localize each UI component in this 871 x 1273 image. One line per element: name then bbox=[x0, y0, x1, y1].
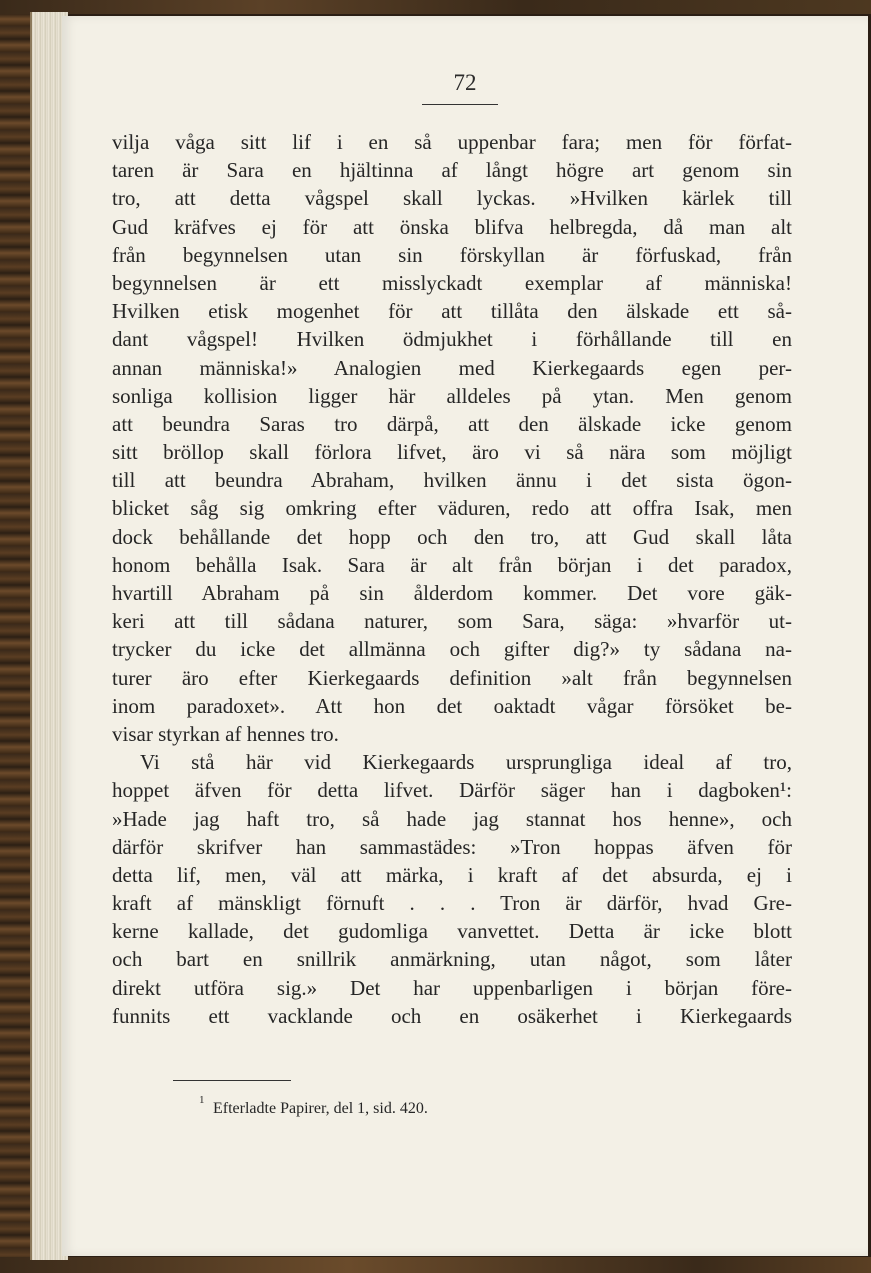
page-number-rule bbox=[422, 104, 498, 105]
text-line: keri att till sådana naturer, som Sara, säga: »hvarför ut- bbox=[112, 609, 792, 634]
page-number: 72 bbox=[453, 70, 477, 95]
book-binding-top bbox=[0, 0, 871, 14]
text-line: turer äro efter Kierkegaards definition »alt från begynnelsen bbox=[112, 665, 792, 690]
footnote-rule bbox=[173, 1080, 291, 1081]
text-line: trycker du icke det allmänna och gifter dig?» ty sådana na- bbox=[112, 637, 792, 662]
footnote bbox=[199, 1094, 428, 1118]
book-binding-bottom bbox=[0, 1257, 871, 1273]
text-line: dock behållande det hopp och den tro, att Gud skall låta bbox=[112, 524, 792, 549]
text-line: kerne kallade, det gudomliga vanvettet. Detta är icke blott bbox=[112, 919, 792, 944]
body-text bbox=[112, 128, 792, 1030]
text-line: sonliga kollision ligger här alldeles på ytan. Men genom bbox=[112, 383, 792, 408]
text-line: Hvilken etisk mogenhet för att tillåta den älskade ett så- bbox=[112, 299, 792, 324]
text-line: blicket såg sig omkring efter väduren, redo att offra Isak, men bbox=[112, 496, 792, 521]
text-line: och bart en snillrik anmärkning, utan något, som låter bbox=[112, 947, 792, 972]
text-line: vilja våga sitt lif i en så uppenbar fara; men för förfat- bbox=[112, 130, 792, 154]
text-line: hoppet äfven för detta lifvet. Därför säger han i dagboken¹: bbox=[112, 778, 792, 803]
text-line: kraft af mänskligt förnuft . . . Tron är därför, hvad Gre- bbox=[112, 891, 792, 916]
text-line: till att beundra Abraham, hvilken ännu i det sista ögon- bbox=[112, 468, 792, 493]
text-line: hvartill Abraham på sin ålderdom kommer. Det vore gäk- bbox=[112, 581, 792, 605]
text-line: annan människa!» Analogien med Kierkegaards egen per- bbox=[112, 355, 792, 380]
text-line: Gud kräfves ej för att önska blifva helbregda, då man alt bbox=[112, 214, 792, 239]
text-line: sitt bröllop skall förlora lifvet, äro vi så nära som möjligt bbox=[112, 440, 792, 465]
text-line: direkt utföra sig.» Det har uppenbarligen i början före- bbox=[112, 975, 792, 1000]
text-line: detta lif, men, väl att märka, i kraft af det absurda, ej i bbox=[112, 862, 792, 887]
text-line: honom behålla Isak. Sara är alt från början i det paradox, bbox=[112, 552, 792, 577]
text-line: »Hade jag haft tro, så hade jag stannat hos henne», och bbox=[112, 806, 792, 831]
text-line: därför skrifver han sammastädes: »Tron hoppas äfven för bbox=[112, 834, 792, 859]
footnote-text: Efterladte Papirer, del 1, sid. 420. bbox=[213, 1100, 428, 1117]
text-line: taren är Sara en hjältinna af långt högre art genom sin bbox=[112, 158, 792, 183]
text-line: från begynnelsen utan sin förskyllan är förfuskad, från bbox=[112, 242, 792, 267]
text-line: tro, att detta vågspel skall lyckas. »Hvilken kärlek till bbox=[112, 186, 792, 211]
text-line: att beundra Saras tro därpå, att den älskade icke genom bbox=[112, 411, 792, 436]
footnote-marker: 1 bbox=[199, 1094, 205, 1106]
text-line: funnits ett vacklande och en osäkerhet i Kierkegaards bbox=[112, 1003, 792, 1028]
text-line: visar styrkan af hennes tro. bbox=[112, 721, 339, 746]
text-line: dant vågspel! Hvilken ödmjukhet i förhållande till en bbox=[112, 327, 792, 352]
text-line: inom paradoxet». Att hon det oaktadt vågar försöket be- bbox=[112, 693, 792, 718]
text-line: Vi stå här vid Kierkegaards ursprungliga ideal af tro, bbox=[140, 750, 792, 775]
text-line: begynnelsen är ett misslyckadt exemplar af människa! bbox=[112, 270, 792, 295]
